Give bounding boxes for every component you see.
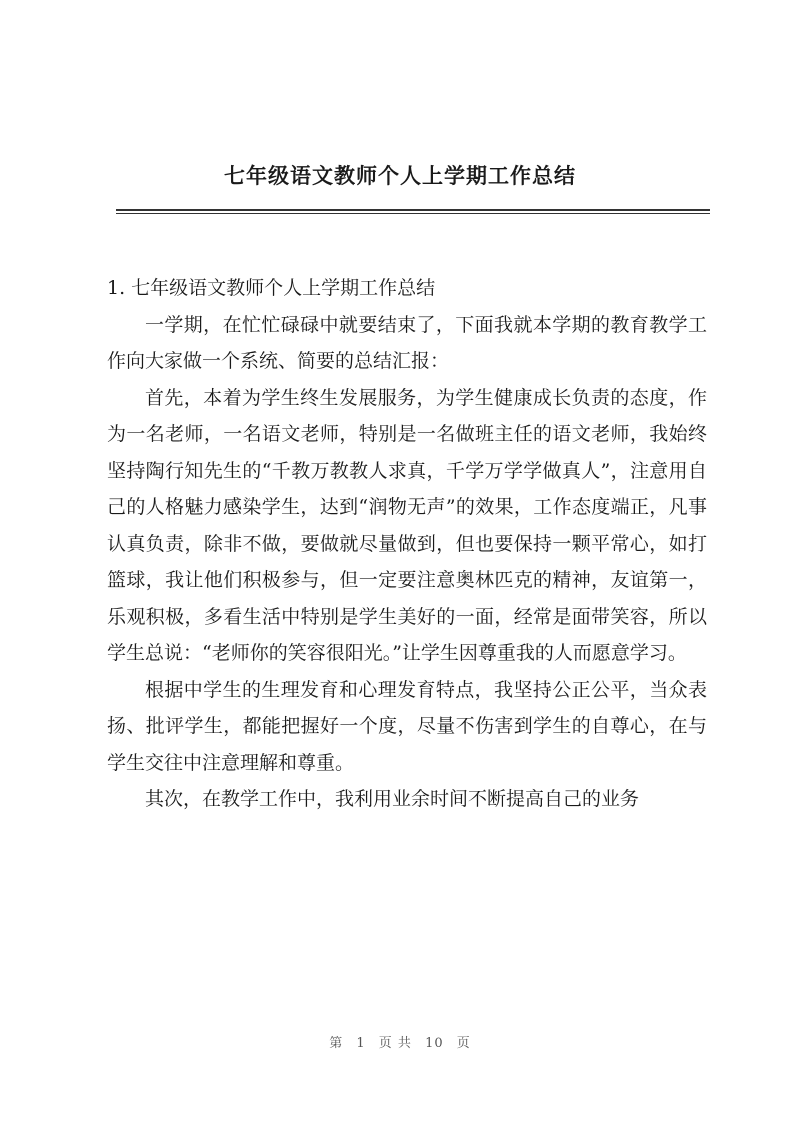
title-divider (116, 209, 710, 214)
paragraph-2: 首先，本着为学生终生发展服务，为学生健康成长负责的态度，作为一名老师，一名语文老师，特别是一名做班主任的语文老师，我始终坚持陶行知先生的“千教万教教人求真，千学万学学做真人”，注意用自己的人格魅力感染学生，达到“润物无声”的效果，工作态度端正，凡事认真负责，除非不做，要做就尽量做到，但也要保持一颗平常心，如打篮球，我让他们积极参与，但一定要注意奥林匹克的精神，友谊第一，乐观积极，多看生活中特别是学生美好的一面，经常是面带笑容，所以学生总说：“老师你的笑容很阳光。”让学生因尊重我的人而愿意学习。 (107, 386, 707, 664)
footer-page-number: 1 (356, 1036, 366, 1051)
document-title: 七年级语文教师个人上学期工作总结 (224, 164, 576, 188)
paragraph-1: 一学期，在忙忙碌碌中就要结束了，下面我就本学期的教育教学工作向大家做一个系统、简要的总结汇报： (107, 313, 707, 372)
footer-page-suffix: 页 (456, 1036, 471, 1051)
footer-page-label: 第 (329, 1036, 344, 1051)
paragraph-4: 其次，在教学工作中，我利用业余时间不断提高自己的业务 (145, 788, 640, 810)
page-footer (0, 1032, 800, 1051)
section-heading: 1. 七年级语文教师个人上学期工作总结 (107, 277, 436, 299)
paragraph-3: 根据中学生的生理发育和心理发育特点，我坚持公正公平，当众表扬、批评学生，都能把握好一个度，尽量不伤害到学生的自尊心，在与学生交往中注意理解和尊重。 (107, 678, 707, 774)
footer-page-of: 页 共 (378, 1036, 412, 1051)
footer-total-pages: 10 (425, 1036, 444, 1051)
document-body (107, 270, 707, 818)
